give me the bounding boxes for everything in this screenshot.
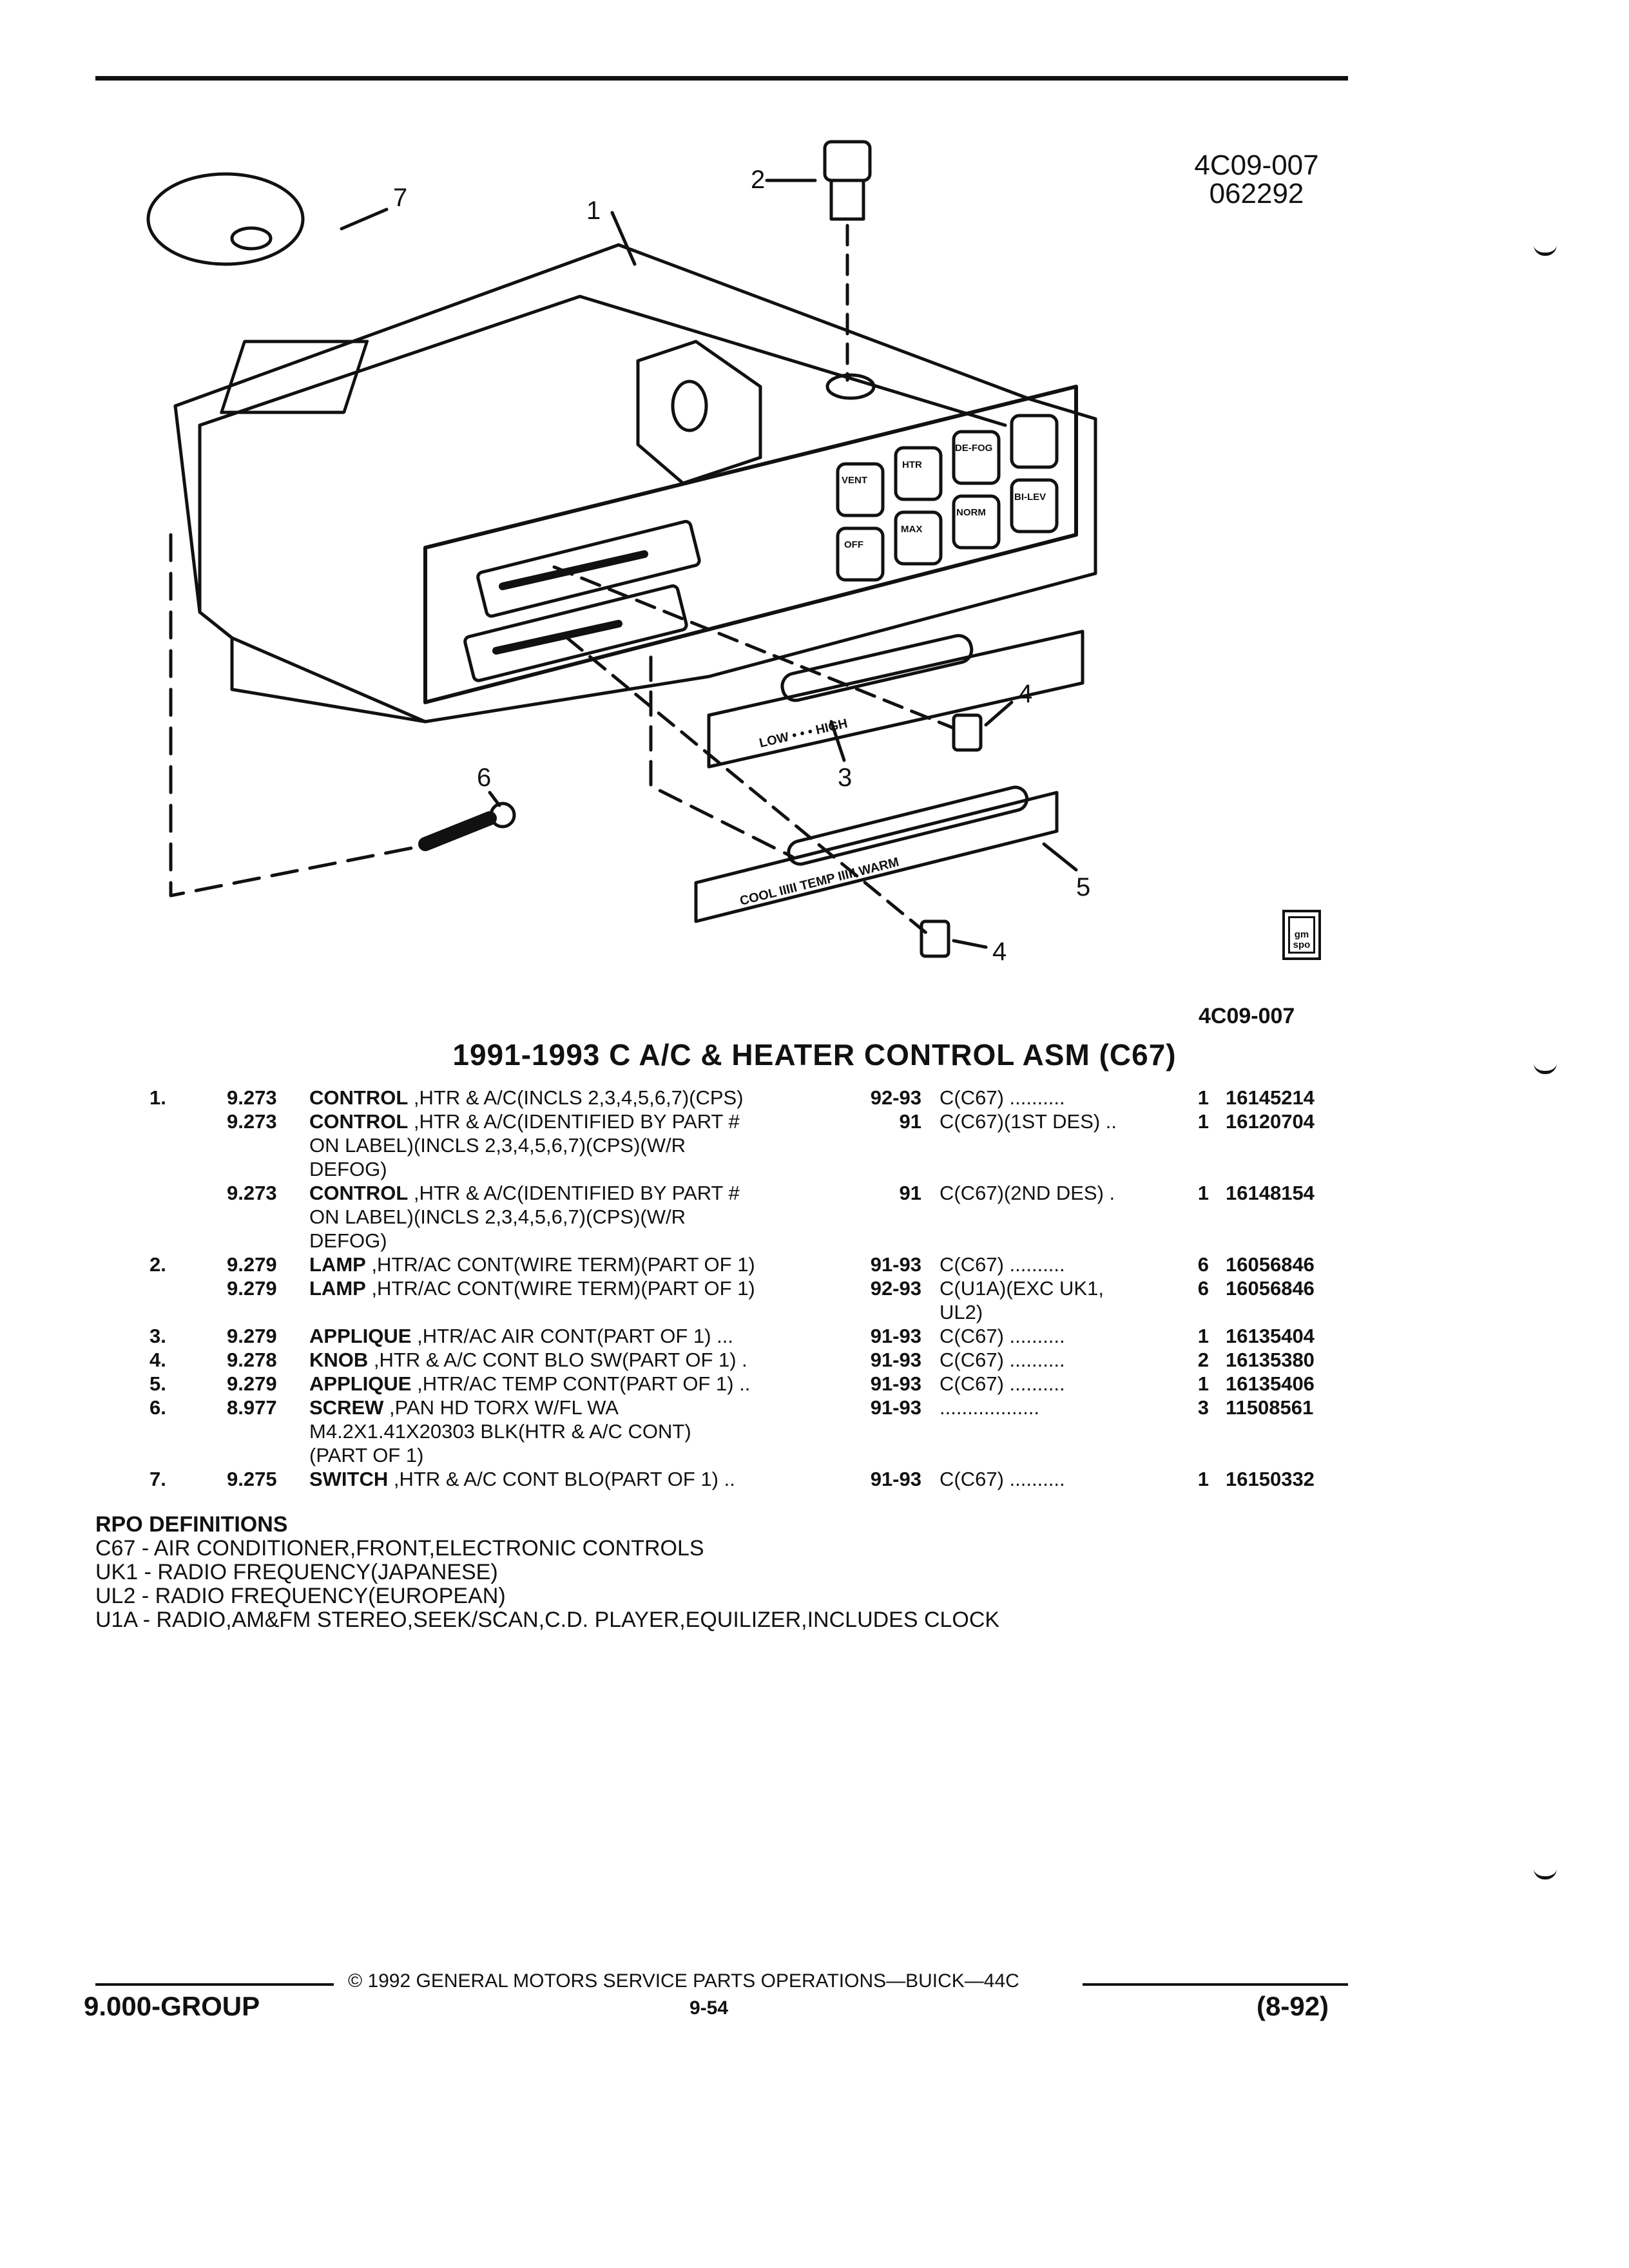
quantity: 1: [1197, 1372, 1209, 1395]
application: ..................: [940, 1396, 1040, 1419]
callout-7: 7: [393, 184, 408, 212]
part-description: ,HTR & A/C CONT BLO(PART OF 1) ..: [388, 1468, 735, 1490]
table-row: [0, 1133, 1629, 1157]
description: [309, 1348, 747, 1372]
htr-button-label: HTR: [902, 459, 922, 470]
figure-reference: 4C09-007: [1199, 1004, 1295, 1028]
part-description: DEFOG): [309, 1229, 387, 1252]
part-description: ,PAN HD TORX W/FL WA: [383, 1396, 619, 1419]
application: C(C67) ..........: [940, 1325, 1065, 1347]
knob-part: [954, 715, 981, 750]
part-number: 16135380: [1226, 1349, 1315, 1371]
part-name: LAMP: [309, 1277, 366, 1300]
off-button-label: OFF: [844, 539, 863, 550]
model-years: 92-93: [870, 1086, 921, 1109]
drawing-code: 4C09-007: [1194, 149, 1319, 181]
copyright: © 1992 GENERAL MOTORS SERVICE PARTS OPERATIONS—BUICK—44C: [348, 1970, 1019, 1992]
part-name: SWITCH: [309, 1468, 389, 1490]
rpo-definitions: [95, 1513, 999, 1632]
part-name: SCREW: [309, 1396, 384, 1419]
quantity: 1: [1197, 1182, 1209, 1204]
callout-2: 2: [751, 166, 766, 194]
rpo-heading: RPO DEFINITIONS: [95, 1512, 288, 1537]
table-row: [0, 1110, 1629, 1133]
part-description: ,HTR & A/C(IDENTIFIED BY PART #: [408, 1110, 740, 1133]
application: C(C67)(1ST DES) ..: [940, 1110, 1117, 1133]
description: [309, 1253, 755, 1276]
table-row: [0, 1324, 1629, 1348]
blower-switch-part: [148, 174, 303, 264]
part-number: 16135404: [1226, 1325, 1315, 1347]
model-years: 91: [899, 1182, 921, 1204]
bilev-button-label: BI-LEV: [1014, 492, 1046, 503]
part-description: ,HTR/AC CONT(WIRE TERM)(PART OF 1): [365, 1253, 755, 1276]
callout-6: 6: [477, 764, 492, 792]
part-name: KNOB: [309, 1349, 369, 1371]
table-row: [0, 1348, 1629, 1372]
exploded-parts-diagram: [129, 122, 1263, 979]
part-description: ,HTR & A/C CONT BLO SW(PART OF 1) .: [368, 1349, 747, 1371]
binding-mark: [1534, 1063, 1557, 1074]
parts-list: [0, 1086, 1629, 1491]
table-row: [0, 1276, 1629, 1300]
model-years: 91: [899, 1110, 921, 1133]
footer-rule-right: [1083, 1983, 1348, 1986]
part-number: 16135406: [1226, 1372, 1315, 1395]
part-description: ,HTR & A/C(INCLS 2,3,4,5,6,7)(CPS): [408, 1086, 744, 1109]
application: C(U1A)(EXC UK1,: [940, 1277, 1104, 1300]
binding-mark: [1534, 1869, 1557, 1879]
item-number: 5.: [149, 1372, 166, 1395]
section-title: 1991-1993 C A/C & HEATER CONTROL ASM (C67): [452, 1038, 1177, 1072]
rpo-def: U1A - RADIO,AM&FM STEREO,SEEK/SCAN,C.D. PLAYER,EQUILIZER,INCLUDES CLOCK: [95, 1608, 1000, 1632]
quantity: 2: [1197, 1349, 1209, 1371]
description: [309, 1324, 733, 1348]
callout-4b: 4: [992, 937, 1007, 966]
group-number: 9.279: [227, 1277, 277, 1300]
rpo-def: UK1 - RADIO FREQUENCY(JAPANESE): [95, 1560, 498, 1584]
part-number: 16150332: [1226, 1468, 1315, 1490]
screw-part: [425, 818, 490, 844]
binding-mark: [1534, 245, 1557, 256]
group-label: 9.000-GROUP: [84, 1991, 260, 2021]
description: [309, 1157, 387, 1181]
group-number: 9.279: [227, 1253, 277, 1276]
description: [309, 1396, 619, 1419]
footer-rule-left: [95, 1983, 334, 1986]
callout-1: 1: [586, 197, 601, 225]
lamp-part: [825, 142, 870, 180]
item-number: 2.: [149, 1253, 166, 1276]
part-number: 11508561: [1226, 1396, 1314, 1419]
description: [309, 1372, 750, 1396]
group-number: 8.977: [227, 1396, 277, 1419]
part-name: CONTROL: [309, 1086, 409, 1109]
application: C(C67)(2ND DES) .: [940, 1182, 1115, 1204]
model-years: 91-93: [870, 1349, 921, 1371]
part-description: ,HTR/AC TEMP CONT(PART OF 1) ..: [411, 1372, 751, 1395]
description: [309, 1443, 423, 1467]
part-description: ON LABEL)(INCLS 2,3,4,5,6,7)(CPS)(W/R: [309, 1206, 686, 1228]
part-name: APPLIQUE: [309, 1372, 412, 1395]
part-name: CONTROL: [309, 1110, 409, 1133]
part-number: 16056846: [1226, 1253, 1315, 1276]
norm-button-label: NORM: [956, 507, 986, 518]
table-row: [0, 1419, 1629, 1443]
description: [309, 1467, 735, 1491]
application: C(C67) ..........: [940, 1372, 1065, 1395]
application: C(C67) ..........: [940, 1253, 1065, 1276]
vent-button-label: VENT: [842, 475, 868, 486]
rpo-def: UL2 - RADIO FREQUENCY(EUROPEAN): [95, 1584, 506, 1608]
gm-spo-logo: [1282, 910, 1321, 960]
group-number: 9.279: [227, 1372, 277, 1395]
part-number: 16056846: [1226, 1277, 1315, 1300]
air-applique-text: LOW • • • HIGH: [758, 716, 849, 751]
group-number: 9.278: [227, 1349, 277, 1371]
model-years: 91-93: [870, 1372, 921, 1395]
part-description: ,HTR/AC AIR CONT(PART OF 1) ...: [411, 1325, 733, 1347]
description: [309, 1276, 755, 1300]
table-row: [0, 1372, 1629, 1396]
knob-part: [921, 921, 949, 956]
application: C(C67) ..........: [940, 1349, 1065, 1371]
temp-applique-text: COOL IIIII TEMP IIIII WARM: [738, 855, 901, 908]
drawing-date: 062292: [1209, 178, 1304, 209]
rpo-def: C67 - AIR CONDITIONER,FRONT,ELECTRONIC CONTROLS: [95, 1536, 704, 1561]
quantity: 3: [1197, 1396, 1209, 1419]
item-number: 6.: [149, 1396, 166, 1419]
part-description: ,HTR/AC CONT(WIRE TERM)(PART OF 1): [365, 1277, 755, 1300]
part-name: APPLIQUE: [309, 1325, 412, 1347]
application: C(C67) ..........: [940, 1468, 1065, 1490]
table-row: [0, 1157, 1629, 1181]
description: [309, 1086, 744, 1110]
item-number: 7.: [149, 1468, 166, 1490]
description: [309, 1181, 740, 1205]
quantity: 1: [1197, 1110, 1209, 1133]
table-row: [0, 1229, 1629, 1253]
quantity: 6: [1197, 1253, 1209, 1276]
group-number: 9.273: [227, 1086, 277, 1109]
part-description: DEFOG): [309, 1158, 387, 1180]
item-number: 3.: [149, 1325, 166, 1347]
group-number: 9.279: [227, 1325, 277, 1347]
table-row: [0, 1205, 1629, 1229]
table-row: [0, 1300, 1629, 1324]
group-number: 9.273: [227, 1182, 277, 1204]
quantity: 1: [1197, 1325, 1209, 1347]
application: C(C67) ..........: [940, 1086, 1065, 1109]
table-row: [0, 1086, 1629, 1110]
model-years: 92-93: [870, 1277, 921, 1300]
defog-button-label: DE-FOG: [955, 443, 993, 454]
part-description: M4.2X1.41X20303 BLK(HTR & A/C CONT): [309, 1420, 691, 1443]
max-button-label: MAX: [901, 524, 923, 535]
revision-date: (8-92): [1257, 1991, 1329, 2021]
part-number: 16148154: [1226, 1182, 1315, 1204]
description: [309, 1133, 686, 1157]
part-description: ,HTR & A/C(IDENTIFIED BY PART #: [408, 1182, 740, 1204]
page-number: 9-54: [689, 1997, 729, 2019]
table-row: [0, 1253, 1629, 1276]
callout-4a: 4: [1018, 680, 1033, 708]
model-years: 91-93: [870, 1468, 921, 1490]
part-description: (PART OF 1): [309, 1444, 424, 1466]
table-row: [0, 1396, 1629, 1419]
group-number: 9.273: [227, 1110, 277, 1133]
description: [309, 1229, 387, 1253]
part-name: LAMP: [309, 1253, 366, 1276]
group-number: 9.275: [227, 1468, 277, 1490]
application: UL2): [940, 1301, 983, 1323]
table-row: [0, 1181, 1629, 1205]
table-row: [0, 1467, 1629, 1491]
part-description: ON LABEL)(INCLS 2,3,4,5,6,7)(CPS)(W/R: [309, 1134, 686, 1157]
callout-5: 5: [1076, 873, 1091, 901]
part-number: 16145214: [1226, 1086, 1315, 1109]
top-rule: [95, 76, 1348, 81]
quantity: 1: [1197, 1086, 1209, 1109]
part-name: CONTROL: [309, 1182, 409, 1204]
quantity: 6: [1197, 1277, 1209, 1300]
item-number: 4.: [149, 1349, 166, 1371]
gm-spo-logo-text: gm spo: [1288, 916, 1315, 954]
description: [309, 1205, 686, 1229]
part-number: 16120704: [1226, 1110, 1315, 1133]
model-years: 91-93: [870, 1396, 921, 1419]
item-number: 1.: [149, 1086, 166, 1109]
model-years: 91-93: [870, 1253, 921, 1276]
description: [309, 1419, 691, 1443]
table-row: [0, 1443, 1629, 1467]
quantity: 1: [1197, 1468, 1209, 1490]
description: [309, 1110, 740, 1133]
model-years: 91-93: [870, 1325, 921, 1347]
callout-3: 3: [838, 764, 853, 792]
